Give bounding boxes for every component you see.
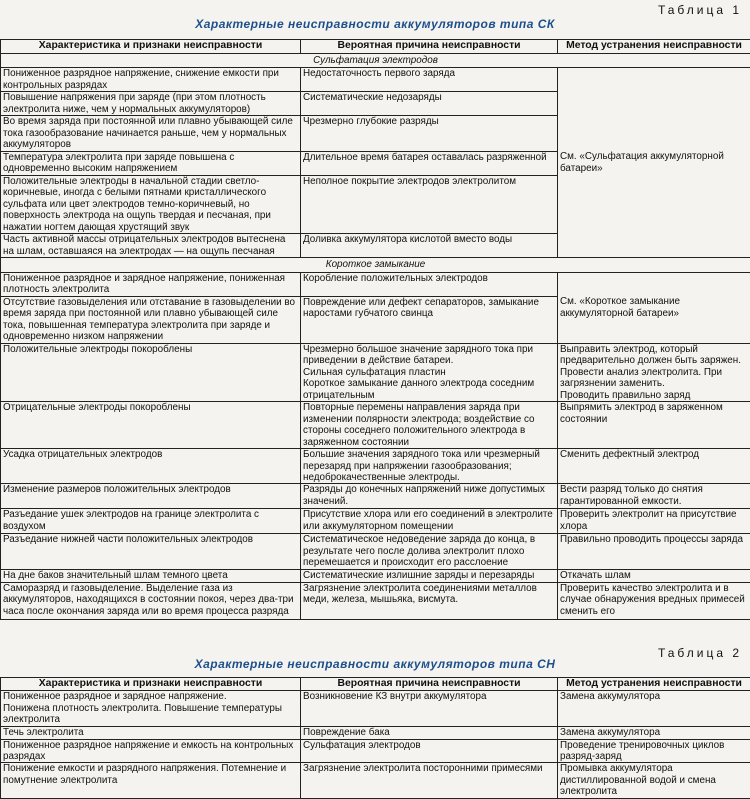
remedy-cell (558, 582, 750, 619)
cause-cell: Недостаточность первого заряда (301, 68, 558, 92)
remedy-cell-line: Провести анализ электролита. При загрязнении заменить. (560, 367, 748, 390)
remedy-cell-line: Выпрямить электрод в заряженном состоянии (560, 402, 748, 425)
cause-cell: Сульфатация электродов (301, 739, 558, 763)
cause-cell-line: Сильная сульфатация пластин (303, 367, 555, 378)
cause-cell: Повреждение или дефект сепараторов, замыкание наростами губчатого свинца (301, 296, 558, 343)
table-row (1, 343, 750, 401)
sign-cell: Положительные электроды в начальной стадии светло-коричневые, иногда с белыми пятнами кристаллического сульфата или цвет электродов темно-коричневый, но поверхность электрода на ощупь твердая и песчаная, при нажатии ногтем дающая хрустящий звук (1, 175, 301, 233)
remedy-cell: Промывка аккумулятора дистиллированной водой и смена электролита (558, 763, 750, 798)
remedy-cell-line: Правильно проводить процессы заряда (560, 534, 748, 545)
table1-header-cause: Вероятная причина неисправности (301, 40, 558, 54)
sign-cell-line: Пониженное разрядное и зарядное напряжение. (3, 691, 298, 702)
remedy-cell-line: Проводить правильно заряд (560, 390, 748, 401)
table1 (0, 39, 750, 620)
remedy-cell (558, 534, 750, 569)
section-sulfation-label: Сульфатация электродов (1, 54, 750, 68)
remedy-cell (558, 449, 750, 484)
remedy-cell: Замена аккумулятора (558, 726, 750, 739)
table-row (1, 509, 750, 534)
cause-cell (301, 569, 558, 582)
sign-cell: Во время заряда при постоянной или плавно убывающей силе тока газообразование начинается раньше, чем у нормальных аккумуляторов (1, 116, 301, 151)
cause-cell (301, 449, 558, 484)
table2-header-remedy: Метод устранения неисправности (558, 678, 750, 691)
table-row (1, 484, 750, 509)
table-row (1, 726, 750, 739)
cause-cell-line: Систематические излишние заряды и перезаряды (303, 570, 555, 581)
table2-header-cause: Вероятная причина неисправности (301, 678, 558, 691)
sign-cell: Положительные электроды покороблены (1, 343, 301, 401)
cause-cell (301, 402, 558, 449)
table1-header-sign: Характеристика и признаки неисправности (1, 40, 301, 54)
table-row (1, 534, 750, 569)
table1-title: Характерные неисправности аккумуляторов типа СК (0, 17, 750, 31)
sign-cell-line: Пониженное разрядное напряжение и емкость на контрольных разрядах (3, 740, 298, 763)
sign-cell: Пониженное разрядное и зарядное напряжение, пониженная плотность электролита (1, 272, 301, 296)
remedy-cell: См. «Короткое замыкание аккумуляторной батареи» (558, 272, 750, 343)
sign-cell (1, 739, 301, 763)
cause-cell (301, 534, 558, 569)
sign-cell-line: Понижена плотность электролита. Повышение температуры электролита (3, 703, 298, 726)
sign-cell: Разъедание ушек электродов на границе электролита с воздухом (1, 509, 301, 534)
cause-cell: Неполное покрытие электродов электролитом (301, 175, 558, 233)
sign-cell (1, 691, 301, 726)
table2 (0, 677, 750, 799)
remedy-cell: Замена аккумулятора (558, 691, 750, 726)
table-row (1, 569, 750, 582)
sign-cell: Часть активной массы отрицательных электродов вытеснена на шлам, оставшаяся на электродах — на ощупь песчаная (1, 234, 301, 258)
section-short-circuit-label: Короткое замыкание (1, 258, 750, 272)
sign-cell: Разъедание нижней части положительных электродов (1, 534, 301, 569)
remedy-cell (558, 509, 750, 534)
remedy-cell-line: Проверить качество электролита и в случае обнаружения вредных примесей сменить его (560, 583, 748, 617)
cause-cell-line: Большие значения зарядного тока или чрезмерный перезаряд при напряжении газообразования; недоброкачественные электроды. (303, 449, 555, 483)
cause-cell: Коробление положительных электродов (301, 272, 558, 296)
cause-cell-line: Разряды до конечных напряжений ниже допустимых значений. (303, 484, 555, 507)
cause-cell (301, 484, 558, 509)
table-row (1, 449, 750, 484)
section-short-circuit (1, 258, 750, 272)
cause-cell: Загрязнение электролита посторонними примесями (301, 763, 558, 798)
cause-cell: Возникновение КЗ внутри аккумулятора (301, 691, 558, 726)
remedy-cell-line: Вести разряд только до снятия гарантированной емкости. (560, 484, 748, 507)
cause-cell (301, 509, 558, 534)
table1-header-remedy: Метод устранения неисправности (558, 40, 750, 54)
sign-cell: Изменение размеров положительных электродов (1, 484, 301, 509)
table-row (1, 739, 750, 763)
cause-cell-line: Короткое замыкание данного электрода соседним отрицательным (303, 378, 555, 401)
sign-cell: Пониженное разрядное напряжение, снижение емкости при контрольных разрядах (1, 68, 301, 92)
sign-cell (1, 763, 301, 798)
sign-cell (1, 726, 301, 739)
remedy-cell (558, 569, 750, 582)
remedy-cell (558, 343, 750, 401)
table-row (1, 402, 750, 449)
cause-cell (301, 582, 558, 619)
remedy-cell-line: Выправить электрод, который предварительно должен быть заряжен. (560, 344, 748, 367)
table1-number: Таблица 1 (658, 3, 742, 17)
remedy-cell: См. «Сульфатация аккумуляторной батареи» (558, 68, 750, 258)
sign-cell-line: Течь электролита (3, 727, 298, 738)
sign-cell: Усадка отрицательных электродов (1, 449, 301, 484)
section-sulfation (1, 54, 750, 68)
cause-cell-line: Повторные перемены направления заряда при изменении полярности электрода; воздействие со стороны соседнего положительного электрода в заряженном состоянии (303, 402, 555, 448)
table-row (1, 582, 750, 619)
table2-number: Таблица 2 (658, 646, 742, 660)
table-row (1, 763, 750, 798)
cause-cell-line: Систематическое недоведение заряда до конца, в результате чего после долива электролит плохо перемешается и происходит его расслоение (303, 534, 555, 568)
table-row (1, 272, 750, 296)
table2-header-sign: Характеристика и признаки неисправности (1, 678, 301, 691)
sign-cell: Повышение напряжения при заряде (при этом плотность электролита ниже, чем у нормальных аккумуляторов) (1, 92, 301, 116)
sign-cell: На дне баков значительный шлам темного цвета (1, 569, 301, 582)
cause-cell: Доливка аккумулятора кислотой вместо воды (301, 234, 558, 258)
sign-cell: Температура электролита при заряде повышена с одновременно высоким напряжением (1, 151, 301, 175)
remedy-cell: Проведение тренировочных циклов разряд-заряд (558, 739, 750, 763)
cause-cell: Систематические недозаряды (301, 92, 558, 116)
cause-cell (301, 343, 558, 401)
remedy-cell-line: Сменить дефектный электрод (560, 449, 748, 460)
cause-cell: Длительное время батарея оставалась разряженной (301, 151, 558, 175)
remedy-cell-line: Проверить электролит на присутствие хлора (560, 509, 748, 532)
sign-cell: Отсутствие газовыделения или отставание в газовыделении во время заряда при постоянной или плавно убывающей силе тока, повышенная температура электролита при заряде и одновременно низком напряжении (1, 296, 301, 343)
table-row (1, 68, 750, 92)
sign-cell: Отрицательные электроды покороблены (1, 402, 301, 449)
table2-title: Характерные неисправности аккумуляторов типа СН (0, 657, 750, 671)
sign-cell-line: Понижение емкости и разрядного напряжения. Потемнение и помутнение электролита (3, 763, 298, 786)
cause-cell-line: Чрезмерно большое значение зарядного тока при приведении в действие батареи. (303, 344, 555, 367)
table-row (1, 691, 750, 726)
remedy-cell (558, 402, 750, 449)
remedy-cell (558, 484, 750, 509)
cause-cell: Повреждение бака (301, 726, 558, 739)
sign-cell: Саморазряд и газовыделение. Выделение газа из аккумуляторов, находящихся в состоянии покоя, через два-три часа после окончания заряда или во время процесса разряда (1, 582, 301, 619)
cause-cell: Чрезмерно глубокие разряды (301, 116, 558, 151)
cause-cell-line: Присутствие хлора или его соединений в электролите или аккумуляторном помещении (303, 509, 555, 532)
remedy-cell-line: Откачать шлам (560, 570, 748, 581)
cause-cell-line: Загрязнение электролита соединениями металлов меди, железа, мышьяка, висмута. (303, 583, 555, 606)
